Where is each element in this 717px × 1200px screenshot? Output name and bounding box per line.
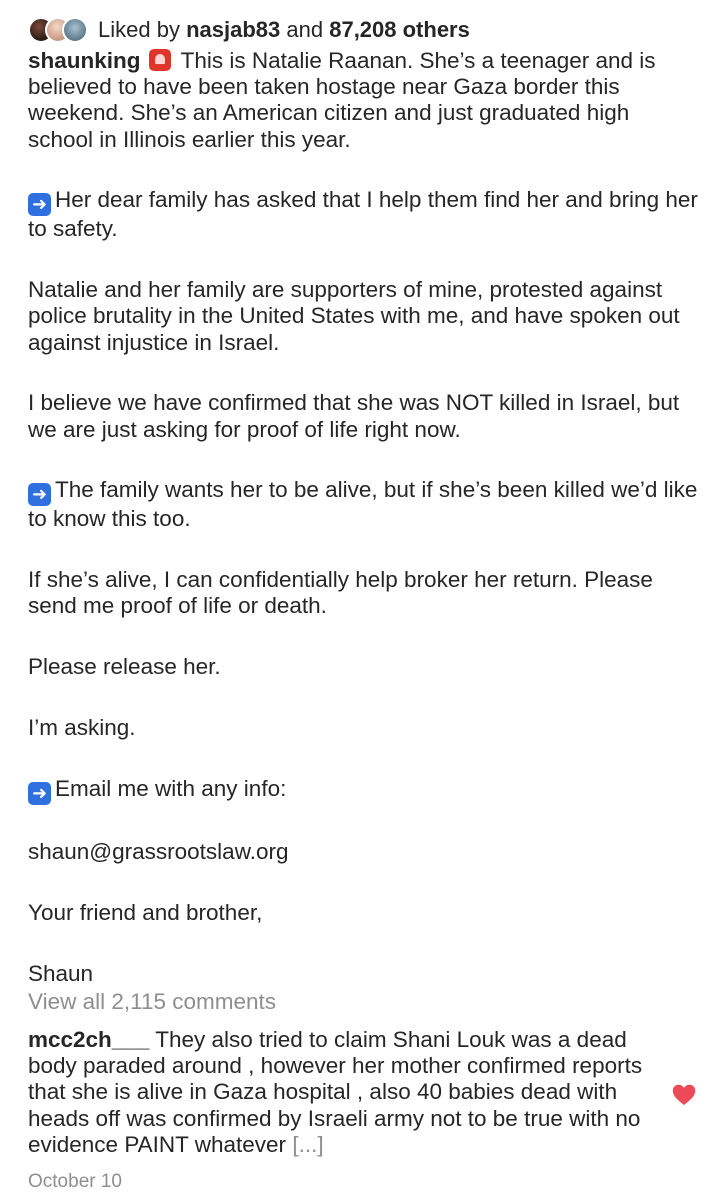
caption-text: If she’s alive, I can confidentially help broker her return. Please send me proof of life or death. [28,567,653,619]
avatar [62,17,88,43]
comment [28,1027,668,1158]
caption-paragraph [28,277,698,356]
caption-text: Email me with any info: [55,775,287,801]
caption-paragraph [28,567,698,619]
caption-text: Please release her. [28,654,221,680]
email-link[interactable]: shaun@grassrootslaw.org [28,839,289,865]
post-caption [28,48,698,987]
likes-connector: and [286,17,324,42]
right-arrow-emoji-icon: ➜ [28,483,51,506]
caption-paragraph [28,477,698,532]
caption-text: Natalie and her family are supporters of mine, protested against police brutality in the United States with me, and have spoken out against injustice in Israel. [28,277,680,355]
caption-paragraph [28,715,698,741]
likes-row[interactable] [28,14,470,46]
caption-paragraph [28,839,698,865]
caption-text: Shaun [28,960,94,986]
likes-count[interactable]: 87,208 others [329,17,470,42]
liker-username[interactable]: nasjab83 [186,17,281,42]
police-car-light-emoji-icon [149,49,171,71]
caption-paragraph [28,776,698,805]
comment-username[interactable]: mcc2ch___ [28,1027,150,1052]
view-all-comments-link[interactable]: View all 2,115 comments [28,989,277,1014]
caption-paragraph [28,390,698,442]
caption-text: Your friend and brother, [28,900,263,926]
likes-summary[interactable] [98,16,470,44]
likes-prefix: Liked by [98,17,180,42]
comment-more-link[interactable]: [...] [292,1131,324,1157]
caption-paragraph [28,48,698,153]
right-arrow-emoji-icon: ➜ [28,193,51,216]
caption-username[interactable]: shaunking [28,48,141,73]
caption-text: The family wants her to be alive, but if she’s been killed we’d like to know this too. [28,477,698,532]
caption-text: Her dear family has asked that I help them find her and bring her to safety. [28,187,698,242]
heart-icon[interactable] [672,1084,696,1106]
caption-text: I’m asking. [28,715,136,740]
caption-text: This is Natalie Raanan. She’s a teenager and is believed to have been taken hostage near Gaza border this weekend. She’s an American citizen and just graduated high school in Illinois earlier this year. [28,48,656,152]
caption-paragraph [28,654,698,680]
caption-paragraph [28,961,698,987]
liker-avatars[interactable] [28,17,88,43]
right-arrow-emoji-icon: ➜ [28,782,51,805]
comment-text: They also tried to claim Shani Louk was a dead body paraded around , however her mother confirmed reports that she is alive in Gaza hospital , also 40 babies dead with heads off was confirmed by Israeli army not to be true with no evidence PAINT whatever [28,1027,643,1157]
caption-paragraph [28,900,698,926]
post-date: October 10 [28,1171,122,1192]
caption-text: I believe we have confirmed that she was NOT killed in Israel, but we are just asking for proof of life right now. [28,390,680,442]
caption-paragraph [28,187,698,242]
